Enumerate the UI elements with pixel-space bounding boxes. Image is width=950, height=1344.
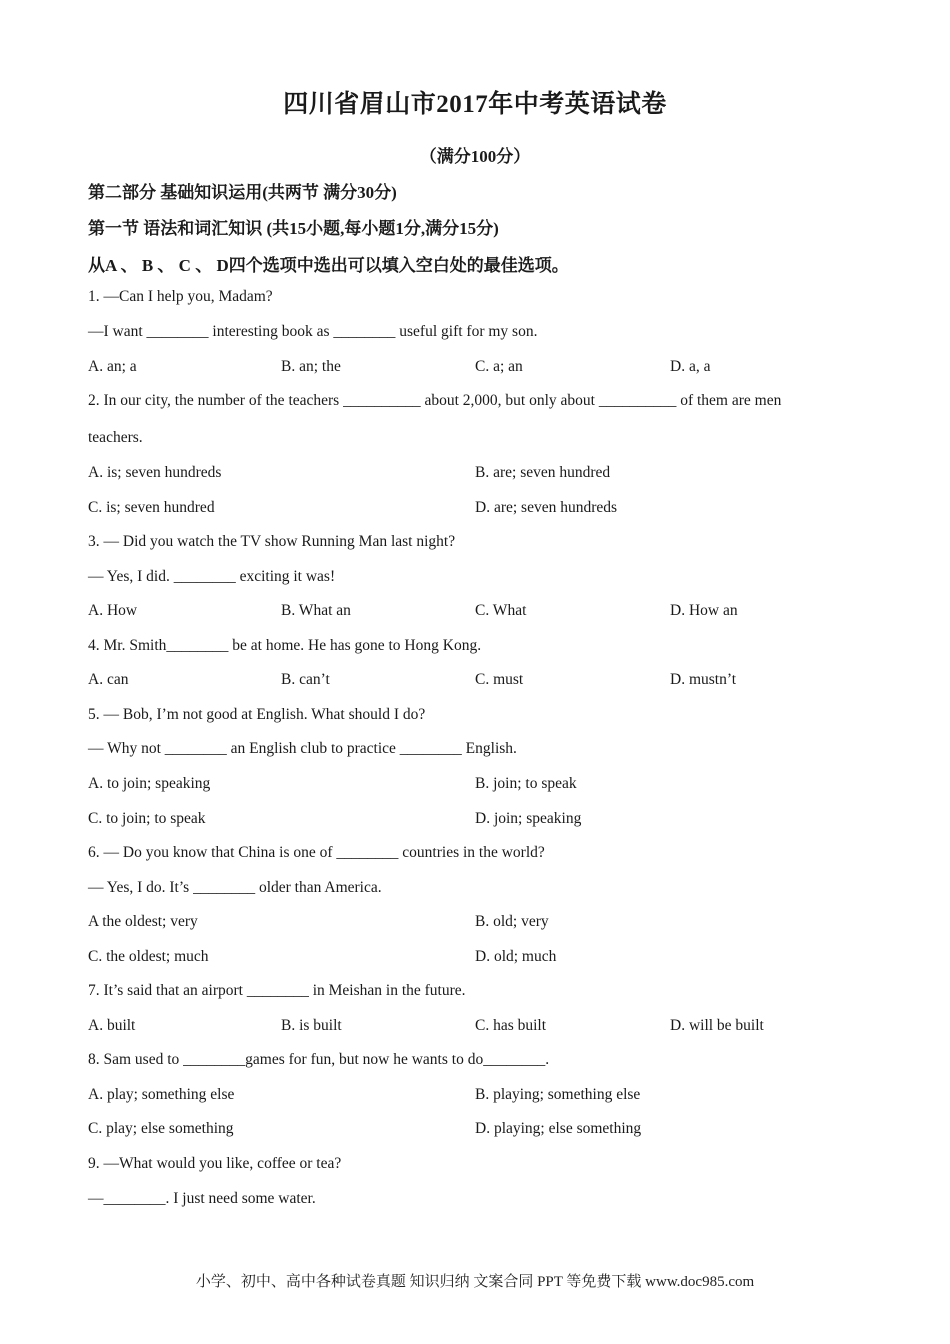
question-3-option-a: A. How — [88, 602, 138, 619]
question-4-option-b: B. can’t — [281, 671, 330, 688]
question-4-option-c: C. must — [475, 671, 524, 688]
question-5-stem: 5. — Bob, I’m not good at English. What should I do? — [88, 706, 426, 723]
question-2-option-d: D. are; seven hundreds — [475, 499, 618, 516]
page-footer: 小学、初中、高中各种试卷真题 知识归纳 文案合同 PPT 等免费下载 www.doc985.com — [195, 1274, 755, 1290]
question-7-option-c: C. has built — [475, 1017, 547, 1034]
question-3-option-d: D. How an — [670, 602, 738, 619]
question-6-option-a: A the oldest; very — [88, 913, 198, 930]
question-4-stem: 4. Mr. Smith________ be at home. He has gone to Hong Kong. — [88, 637, 482, 654]
question-7-option-b: B. is built — [281, 1017, 342, 1034]
question-5-response: — Why not ________ an English club to practice ________ English. — [88, 740, 517, 757]
question-1-option-c: C. a; an — [475, 358, 523, 375]
question-1-option-d: D. a, a — [670, 358, 711, 375]
question-9-response: —________. I just need some water. — [88, 1190, 316, 1207]
question-2-stem-cont: teachers. — [88, 429, 143, 446]
instruction: 从A 、 B 、 C 、 D四个选项中选出可以填入空白处的最佳选项。 — [88, 256, 569, 275]
question-1-response: —I want ________ interesting book as ________ useful gift for my son. — [88, 323, 538, 340]
question-5-option-a: A. to join; speaking — [88, 775, 211, 792]
question-3-option-c: C. What — [475, 602, 527, 619]
question-3-option-b: B. What an — [281, 602, 351, 619]
question-8-option-c: C. play; else something — [88, 1120, 234, 1137]
question-5-option-d: D. join; speaking — [475, 810, 582, 827]
question-7-stem: 7. It’s said that an airport ________ in Meishan in the future. — [88, 982, 466, 999]
question-3-response: — Yes, I did. ________ exciting it was! — [88, 568, 336, 585]
question-8-option-d: D. playing; else something — [475, 1120, 642, 1137]
question-1-option-a: A. an; a — [88, 358, 137, 375]
question-4-option-a: A. can — [88, 671, 129, 688]
question-3-stem: 3. — Did you watch the TV show Running Man last night? — [88, 533, 456, 550]
question-7-option-d: D. will be built — [670, 1017, 764, 1034]
question-8-option-a: A. play; something else — [88, 1086, 235, 1103]
page-subtitle: （满分100分） — [419, 147, 531, 166]
question-7-option-a: A. built — [88, 1017, 136, 1034]
question-6-option-b: B. old; very — [475, 913, 549, 930]
part-heading: 第二部分 基础知识运用(共两节 满分30分) — [88, 183, 397, 202]
question-5-option-b: B. join; to speak — [475, 775, 577, 792]
question-6-option-c: C. the oldest; much — [88, 948, 209, 965]
question-8-option-b: B. playing; something else — [475, 1086, 641, 1103]
question-1-option-b: B. an; the — [281, 358, 341, 375]
question-5-option-c: C. to join; to speak — [88, 810, 206, 827]
question-6-option-d: D. old; much — [475, 948, 557, 965]
question-2-option-a: A. is; seven hundreds — [88, 464, 222, 481]
section-heading: 第一节 语法和词汇知识 (共15小题,每小题1分,满分15分) — [88, 219, 499, 238]
question-9-stem: 9. —What would you like, coffee or tea? — [88, 1155, 342, 1172]
question-4-option-d: D. mustn’t — [670, 671, 737, 688]
question-1-stem: 1. —Can I help you, Madam? — [88, 288, 273, 305]
question-8-stem: 8. Sam used to ________games for fun, but now he wants to do________. — [88, 1051, 550, 1068]
question-6-stem: 6. — Do you know that China is one of ________ countries in the world? — [88, 844, 545, 861]
question-2-option-b: B. are; seven hundred — [475, 464, 611, 481]
question-2-stem: 2. In our city, the number of the teachers __________ about 2,000, but only about __________ of them are men — [88, 392, 782, 409]
page-title: 四川省眉山市2017年中考英语试卷 — [283, 91, 667, 118]
question-6-response: — Yes, I do. It’s ________ older than America. — [88, 879, 382, 896]
question-2-option-c: C. is; seven hundred — [88, 499, 215, 516]
